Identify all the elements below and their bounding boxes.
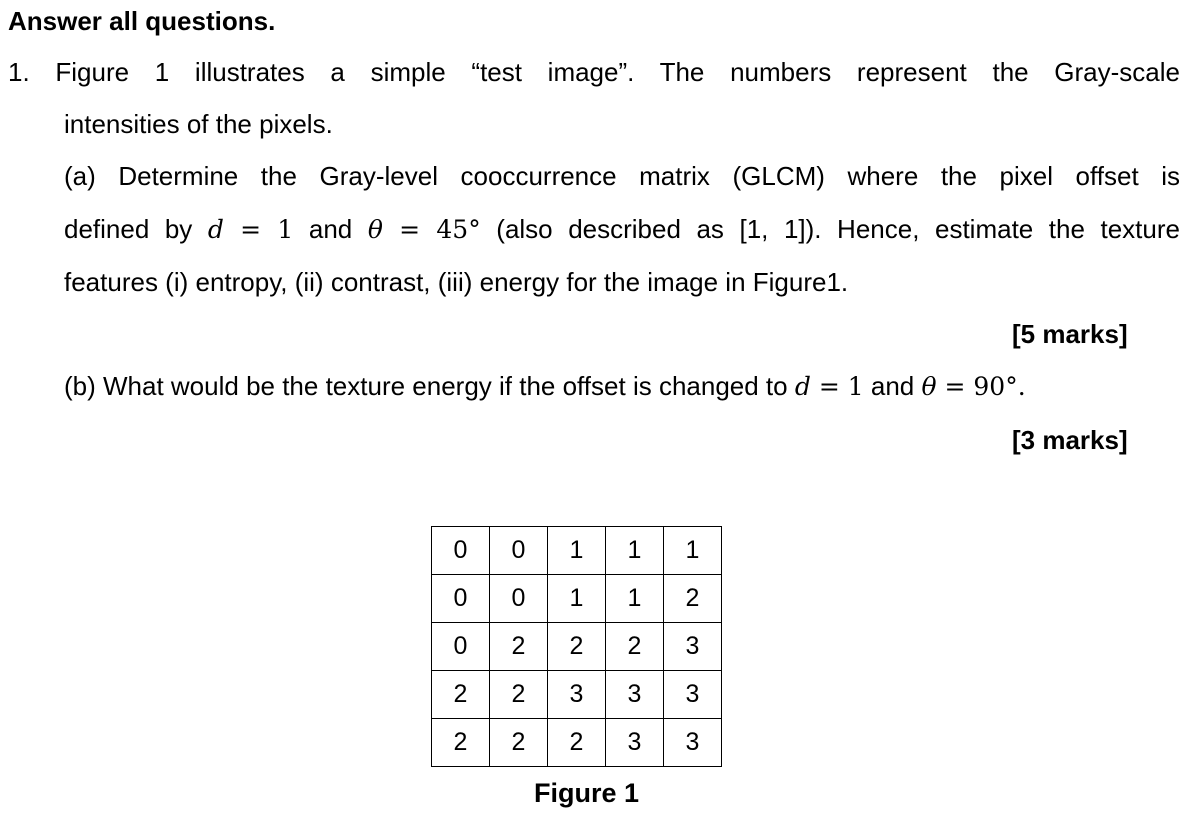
grid-row	[432, 719, 722, 767]
part-a-d-equation	[208, 215, 293, 244]
part-a-and: and	[308, 214, 353, 244]
grid-cell: 2	[664, 575, 722, 623]
grid-cell: 2	[490, 623, 548, 671]
grid-cell: 0	[432, 527, 490, 575]
theta-value: = 90°.	[944, 372, 1026, 401]
grid-row	[432, 527, 722, 575]
grid-cell: 0	[432, 575, 490, 623]
d-variable: d	[207, 215, 224, 244]
grid-row	[432, 575, 722, 623]
instructions-heading: Answer all questions.	[8, 6, 276, 36]
theta-variable: θ	[367, 215, 383, 244]
part-b-and: and	[870, 371, 915, 401]
figure-caption: Figure 1	[534, 778, 640, 808]
grid-cell: 3	[548, 671, 606, 719]
grid-cell: 0	[490, 575, 548, 623]
test-image-grid	[431, 526, 722, 767]
grid-cell: 1	[606, 575, 664, 623]
question-1-intro-continued: intensities of the pixels.	[64, 109, 333, 139]
part-a-text-defined-by: defined by	[64, 214, 193, 244]
part-a-offset-text	[64, 213, 1180, 246]
grid-cell: 2	[548, 623, 606, 671]
theta-variable: θ	[921, 372, 937, 401]
part-a-text-continued: (also described as [1, 1]). Hence, estimate the texture	[496, 214, 1180, 244]
grid-cell: 1	[548, 527, 606, 575]
grid-cell: 3	[664, 719, 722, 767]
grid-cell: 0	[490, 527, 548, 575]
grid-cell: 2	[548, 719, 606, 767]
part-b-marks: [3 marks]	[1012, 425, 1128, 455]
part-a-marks: [5 marks]	[1012, 319, 1128, 349]
part-b-text	[64, 370, 1026, 403]
grid-cell: 3	[606, 719, 664, 767]
d-value: = 1	[818, 372, 864, 401]
grid-cell: 3	[606, 671, 664, 719]
d-variable: d	[794, 372, 811, 401]
part-a-features-text: features (i) entropy, (ii) contrast, (iii) energy for the image in Figure1.	[64, 267, 849, 297]
part-b-question: (b) What would be the texture energy if the offset is changed to	[64, 371, 788, 401]
grid-cell: 1	[664, 527, 722, 575]
part-b-d-equation	[795, 372, 864, 401]
grid-cell: 2	[432, 671, 490, 719]
grid-cell: 1	[548, 575, 606, 623]
part-b-theta-equation	[921, 372, 1025, 401]
grid-cell: 3	[664, 671, 722, 719]
theta-value: = 45°	[399, 215, 481, 244]
d-value: = 1	[240, 215, 294, 244]
grid-cell: 2	[490, 719, 548, 767]
grid-cell: 3	[664, 623, 722, 671]
grid-row	[432, 623, 722, 671]
grid-cell: 2	[432, 719, 490, 767]
grid-cell: 1	[606, 527, 664, 575]
grid-row	[432, 671, 722, 719]
grid-cell: 2	[490, 671, 548, 719]
grid-cell: 0	[432, 623, 490, 671]
part-a-theta-equation	[368, 215, 481, 244]
grid-cell: 2	[606, 623, 664, 671]
question-1-intro: 1. Figure 1 illustrates a simple “test image”. The numbers represent the Gray-scale	[8, 57, 1180, 87]
part-a-text: (a) Determine the Gray-level cooccurrence matrix (GLCM) where the pixel offset is	[64, 161, 1180, 191]
